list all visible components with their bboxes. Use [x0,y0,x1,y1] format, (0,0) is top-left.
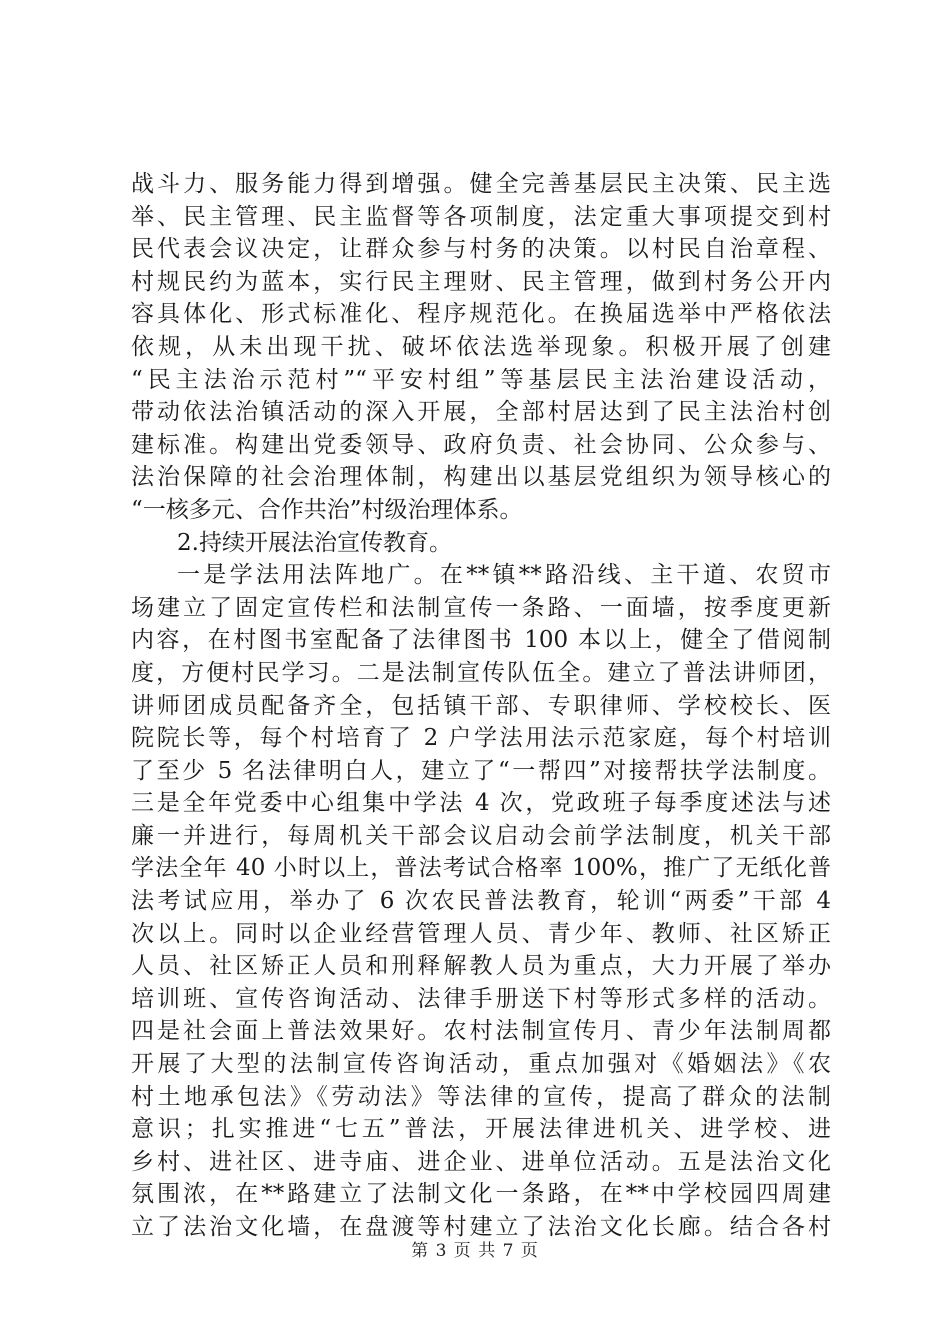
text-line: 廉一并进行，每周机关干部会议启动会前学法制度，机关干部 [131,822,831,849]
text-line: 场建立了固定宣传栏和法制宣传一条路、一面墙，按季度更新 [131,594,831,621]
text-line: 内容，在村图书室配备了法律图书 100 本以上，健全了借阅制 [131,627,831,654]
text-line: 村土地承包法》《劳动法》等法律的宣传，提高了群众的法制 [131,1083,831,1110]
text-line: 度，方便村民学习。二是法制宣传队伍全。建立了普法讲师团， [131,659,831,686]
text-line: 四是社会面上普法效果好。农村法制宣传月、青少年法制周都 [131,1018,831,1045]
text-line: 村规民约为蓝本，实行民主理财、民主管理，做到村务公开内 [131,268,831,295]
text-line: 院院长等，每个村培育了 2 户学法用法示范家庭，每个村培训 [131,725,831,752]
text-line: 三是全年党委中心组集中学法 4 次，党政班子每季度述法与述 [131,790,831,817]
text-line: 依规，从未出现干扰、破坏依法选举现象。积极开展了创建 [131,333,831,360]
text-line: 容具体化、形式标准化、程序规范化。在换届选举中严格依法 [131,301,831,328]
text-line: 乡村、进社区、进寺庙、进企业、进单位活动。五是法治文化 [131,1148,831,1175]
text-line: 学法全年 40 小时以上，普法考试合格率 100%，推广了无纸化普 [131,855,831,882]
text-line: 带动依法治镇活动的深入开展，全部村居达到了民主法治村创 [131,399,831,426]
text-line: 次以上。同时以企业经营管理人员、青少年、教师、社区矫正 [131,920,831,947]
text-line: 了至少 5 名法律明白人，建立了“一帮四”对接帮扶学法制度。 [131,757,831,784]
text-line: 民代表会议决定，让群众参与村务的决策。以村民自治章程、 [131,236,831,263]
section-heading: 2.持续开展法治宣传教育。 [177,529,452,556]
text-line: 讲师团成员配备齐全，包括镇干部、专职律师、学校校长、医 [131,692,831,719]
text-line: 一是学法用法阵地广。在**镇**路沿线、主干道、农贸市 [177,562,831,589]
text-line: 意识；扎实推进“七五”普法，开展法律进机关、进学校、进 [131,1116,831,1143]
text-line: 法考试应用，举办了 6 次农民普法教育，轮训“两委”干部 4 [131,888,831,915]
page-number-footer: 第 3 页 共 7 页 [411,1241,539,1261]
text-line: 人员、社区矫正人员和刑释解教人员为重点，大力开展了举办 [131,953,831,980]
text-line: 立了法治文化墙，在盘渡等村建立了法治文化长廊。结合各村 [131,1214,831,1240]
text-line: 法治保障的社会治理体制，构建出以基层党组织为领导核心的 [131,464,831,491]
body-text [131,168,831,1244]
text-line: “民主法治示范村”“平安村组”等基层民主法治建设活动， [131,366,831,393]
text-line: 培训班、宣传咨询活动、法律手册送下村等形式多样的活动。 [131,985,831,1012]
text-line: “一核多元、合作共治”村级治理体系。 [131,496,523,523]
text-line: 建标准。构建出党委领导、政府负责、社会协同、公众参与、 [131,431,831,458]
text-line: 战斗力、服务能力得到增强。健全完善基层民主决策、民主选 [131,171,831,197]
text-line: 开展了大型的法制宣传咨询活动，重点加强对《婚姻法》《农 [131,1051,831,1078]
text-line: 举、民主管理、民主监督等各项制度，法定重大事项提交到村 [131,203,831,230]
text-line: 氛围浓，在**路建立了法制文化一条路，在**中学校园四周建 [131,1181,831,1208]
